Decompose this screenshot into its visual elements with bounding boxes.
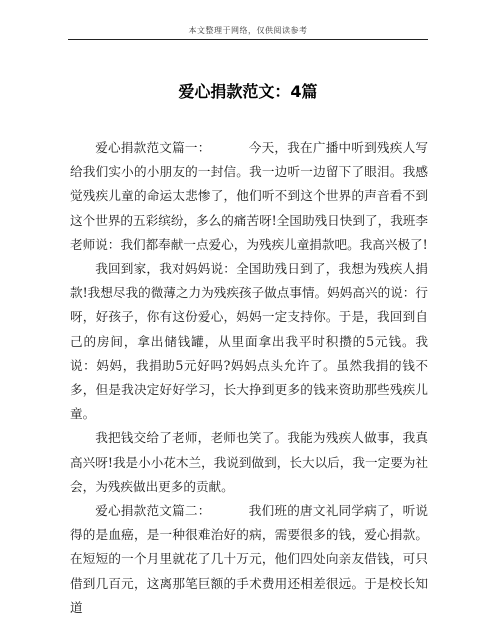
document-body <box>70 136 428 620</box>
paragraph-1-lead: 爱心捐款范文篇一： <box>95 140 211 155</box>
document-title: 爱心捐款范文：4篇 <box>178 82 318 101</box>
paragraph-2 <box>70 257 428 426</box>
paragraph-1-text: 今天，我在广播中听到残疾人写给我们实小的小朋友的一封信。我一边听一边留下了眼泪。我感觉残疾儿童的命运太悲惨了，他们听不到这个世界的声音看不到这个世界的五彩缤纷，多么的痛苦呀!全国助残日快到了，我班李老师说：我们都奉献一点爱心，为残疾儿童捐款吧。我高兴极了! <box>70 140 429 252</box>
paragraph-4-lead: 爱心捐款范文篇二： <box>95 503 211 519</box>
paragraph-3 <box>70 426 428 499</box>
paragraph-1 <box>70 136 428 257</box>
paragraph-4 <box>70 499 428 620</box>
header-rule <box>68 39 428 40</box>
paragraph-3-text: 我把钱交给了老师，老师也笑了。我能为残疾人做事，我真高兴呀!我是小小花木兰，我说到做到，长大以后，我一定要为社会，为残疾做出更多的贡献。 <box>70 430 428 494</box>
paragraph-4-text: 我们班的唐文礼同学病了，听说得的是血癌，是一种很难治好的病，需要很多的钱，爱心捐款。在短短的一个月里就花了几十万元，他们四处向亲友借钱，可只借到几百元，这离那笔巨额的手术费用还相差很远。于是校长知道 <box>70 503 429 615</box>
header-note: 本文整理于网络，仅供阅读参考 <box>188 26 308 35</box>
paragraph-2-text: 我回到家，我对妈妈说：全国助残日到了，我想为残疾人捐款!我想尽我的微薄之力为残疾孩子做点事情。妈妈高兴的说：行呀，好孩子，你有这份爱心，妈妈一定支持你。于是，我回到自己的房间，拿出储钱罐，从里面拿出我平时积攒的5元钱。我说：妈妈，我捐助5元好吗?妈妈点头允许了。虽然我捐的钱不多，但是我决定好好学习，长大挣到更多的钱来资助那些残疾儿童。 <box>70 261 428 422</box>
